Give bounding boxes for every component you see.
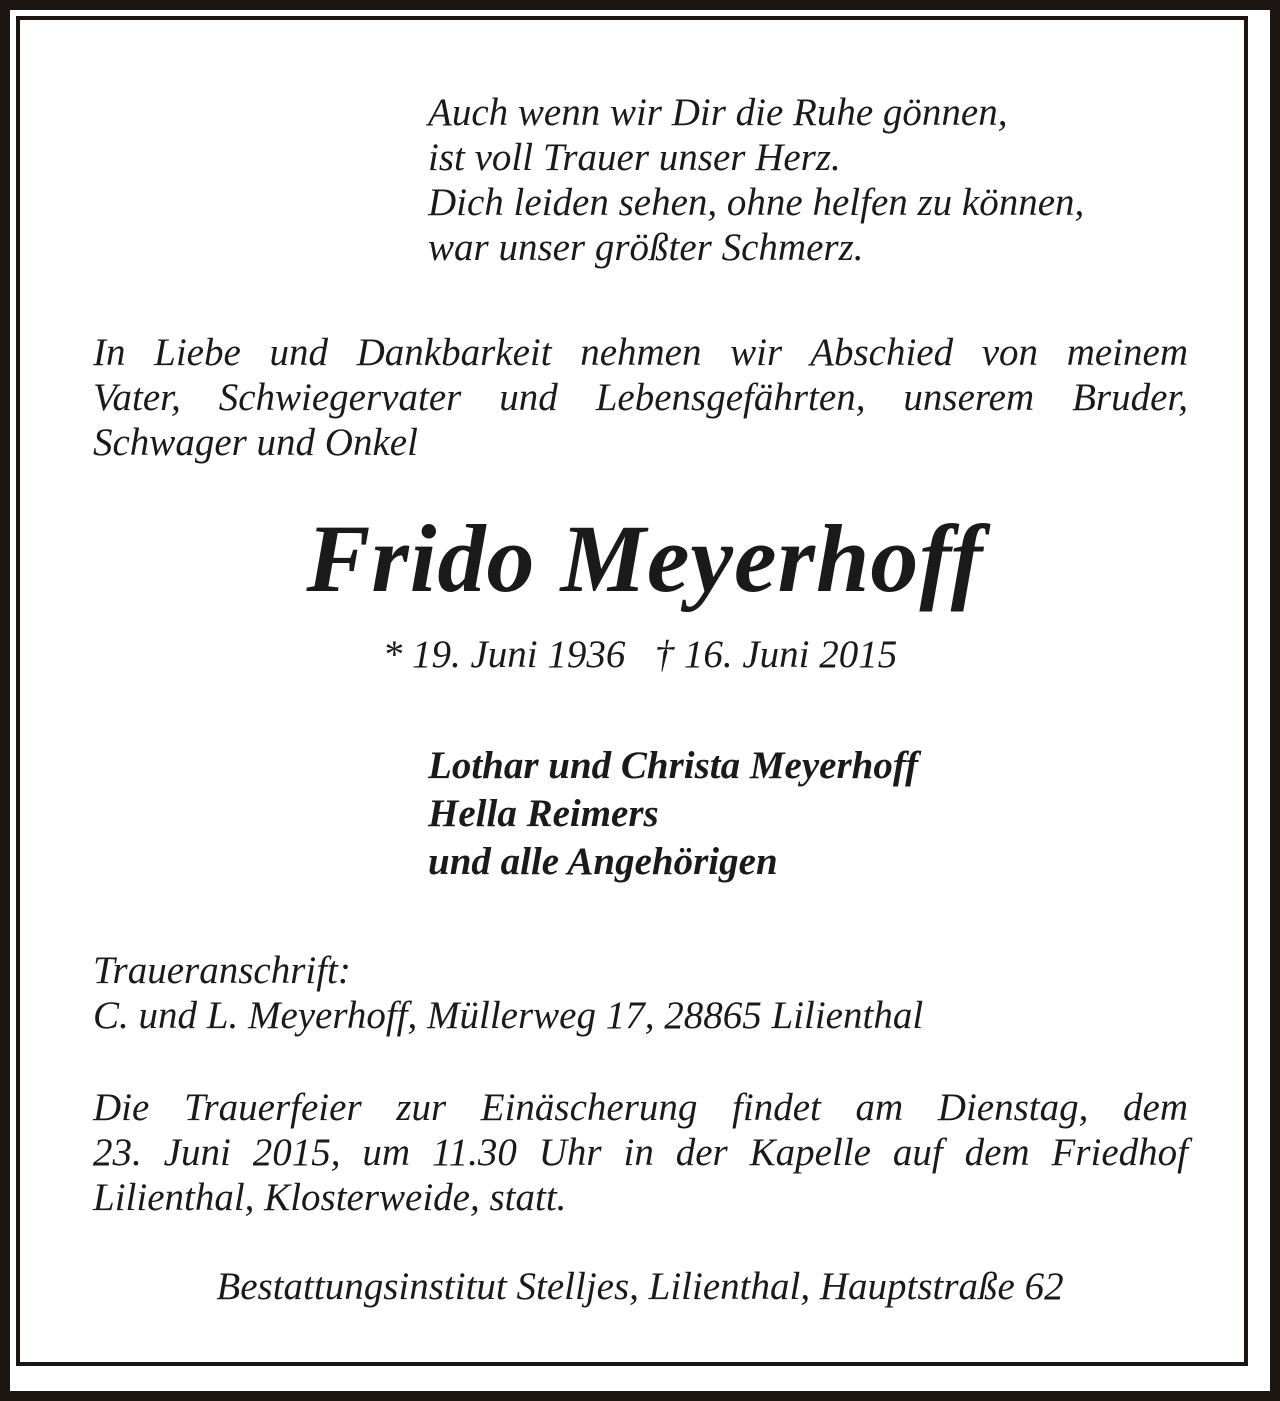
service-line: Lilienthal, Klosterweide, statt. — [93, 1176, 567, 1219]
service-line: 23. Juni 2015, um 11.30 Uhr in der Kapelle auf dem Friedhof — [93, 1131, 1188, 1174]
memorial-poem — [428, 90, 1084, 270]
mourner-line: Hella Reimers — [428, 792, 659, 835]
intro-line: Vater, Schwiegervater und Lebensgefährten, unserem Bruder, — [93, 376, 1188, 419]
life-dates — [0, 632, 1280, 677]
mourner-line: Lothar und Christa Meyerhoff — [428, 744, 919, 787]
address-label: Traueranschrift: — [93, 949, 351, 992]
undertaker-info: Bestattungsinstitut Stelljes, Lilienthal, Hauptstraße 62 — [216, 1265, 1064, 1308]
address-value: C. und L. Meyerhoff, Müllerweg 17, 28865 Lilienthal — [93, 994, 924, 1037]
mourners-list — [428, 742, 918, 886]
death-date: † 16. Juni 2015 — [654, 633, 898, 676]
intro-line: Schwager und Onkel — [93, 421, 418, 464]
deceased-name: Frido Meyerhoff — [306, 505, 984, 612]
funeral-service-notice — [93, 1085, 1188, 1220]
poem-line: war unser größter Schmerz. — [428, 226, 864, 269]
mourning-address — [93, 948, 923, 1038]
service-line: Die Trauerfeier zur Einäscherung findet am Dienstag, dem — [93, 1086, 1188, 1129]
birth-date: * 19. Juni 1936 — [382, 633, 626, 676]
poem-line: ist voll Trauer unser Herz. — [428, 136, 841, 179]
farewell-intro — [93, 330, 1188, 465]
poem-line: Dich leiden sehen, ohne helfen zu können, — [428, 181, 1085, 224]
poem-line: Auch wenn wir Dir die Ruhe gönnen, — [428, 91, 1008, 134]
intro-line: In Liebe und Dankbarkeit nehmen wir Abschied von meinem — [93, 331, 1188, 374]
mourner-line: und alle Angehörigen — [428, 840, 778, 883]
